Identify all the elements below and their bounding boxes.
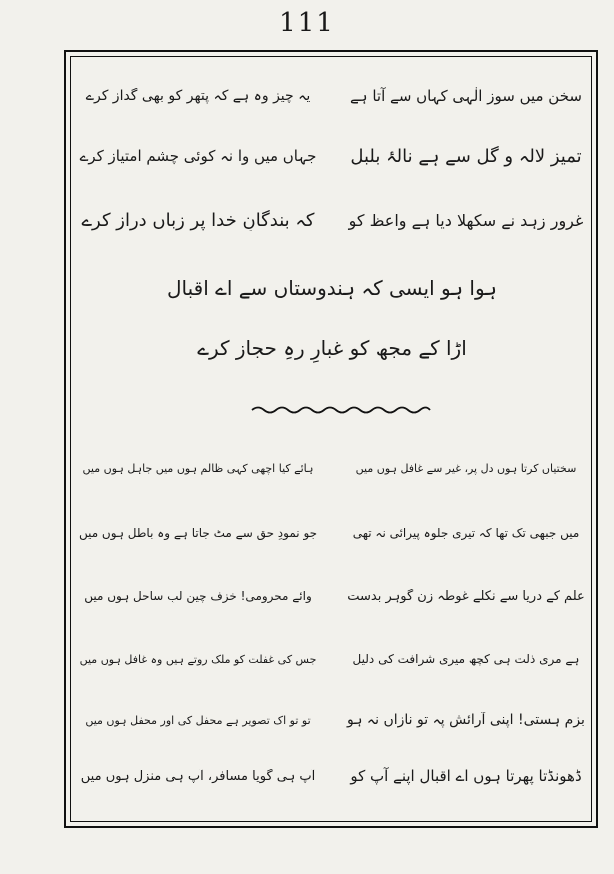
verse-first-hemistich: ہے مری ذلت ہی کچھ میری شرافت کی دلیل — [352, 652, 580, 666]
verse-first-hemistich: ڈھونڈتا پھرتا ہوں اے اقبال اپنے آپ کو — [350, 767, 582, 785]
couplet — [78, 73, 586, 119]
couplet — [78, 697, 586, 743]
couplet — [78, 573, 586, 619]
verse-second-hemistich: آپ ہی گویا مسافر، آپ ہی منزل ہوں میں — [80, 768, 316, 784]
closing-verse-line: ہوا ہو ایسی کہ ہندوستاں سے اے اقبال — [166, 276, 498, 300]
couplet — [78, 445, 586, 491]
verse-second-hemistich: تو تو اک تصویر ہے محفل کی اور محفل ہوں میں — [85, 713, 311, 727]
verse-second-hemistich: یہ چیز وہ ہے کہ پتھر کو بھی گداز کرے — [85, 88, 311, 104]
verse-second-hemistich: ہائے کیا اچھی کہی ظالم ہوں میں جاہل ہوں میں — [82, 461, 314, 475]
verse-second-hemistich: کہ بندگانِ خدا پر زباں دراز کرے — [81, 209, 315, 231]
couplet — [78, 636, 586, 682]
couplet — [78, 753, 586, 799]
verse-first-hemistich: علم کے دریا سے نکلے غوطہ زن گوہر بدست — [347, 588, 585, 604]
verse-first-hemistich: بزمِ ہستی! اپنی آرائش پہ تو نازاں نہ ہو — [347, 712, 585, 728]
couplet — [78, 510, 586, 556]
verse-first-hemistich: تمیزِ لالہ و گل سے ہے نالۂ بلبل — [350, 145, 582, 167]
verse-second-hemistich: جس کی غفلت کو ملک روتے ہیں وہ غافل ہوں میں — [79, 652, 317, 666]
closing-verse-line: اڑا کے مجھ کو غبارِ رہِ حجاز کرے — [197, 336, 467, 360]
verse-second-hemistich: وائے محرومی! خزف چینِ لبِ ساحل ہوں میں — [84, 589, 312, 603]
verse-first-hemistich: سخن میں سوز الٰہی کہاں سے آتا ہے — [350, 87, 582, 105]
couplet — [78, 197, 586, 243]
verse-first-hemistich: سختیاں کرتا ہوں دل پر، غیر سے غافل ہوں میں — [355, 461, 577, 475]
verse-first-hemistich: غرورِ زہد نے سکھلا دیا ہے واعظ کو — [348, 210, 584, 230]
verse-first-hemistich: میں جبھی تک تھا کہ تیری جلوہ پیرائی نہ تھی — [352, 526, 580, 540]
verse-second-hemistich: جہاں میں وا نہ کوئی چشمِ امتیاز کرے — [79, 147, 317, 165]
wavy-divider — [250, 403, 432, 417]
verse-second-hemistich: جو نمودِ حق سے مٹ جاتا ہے وہ باطل ہوں میں — [78, 526, 318, 540]
couplet — [78, 133, 586, 179]
page-number: 111 — [279, 8, 335, 38]
